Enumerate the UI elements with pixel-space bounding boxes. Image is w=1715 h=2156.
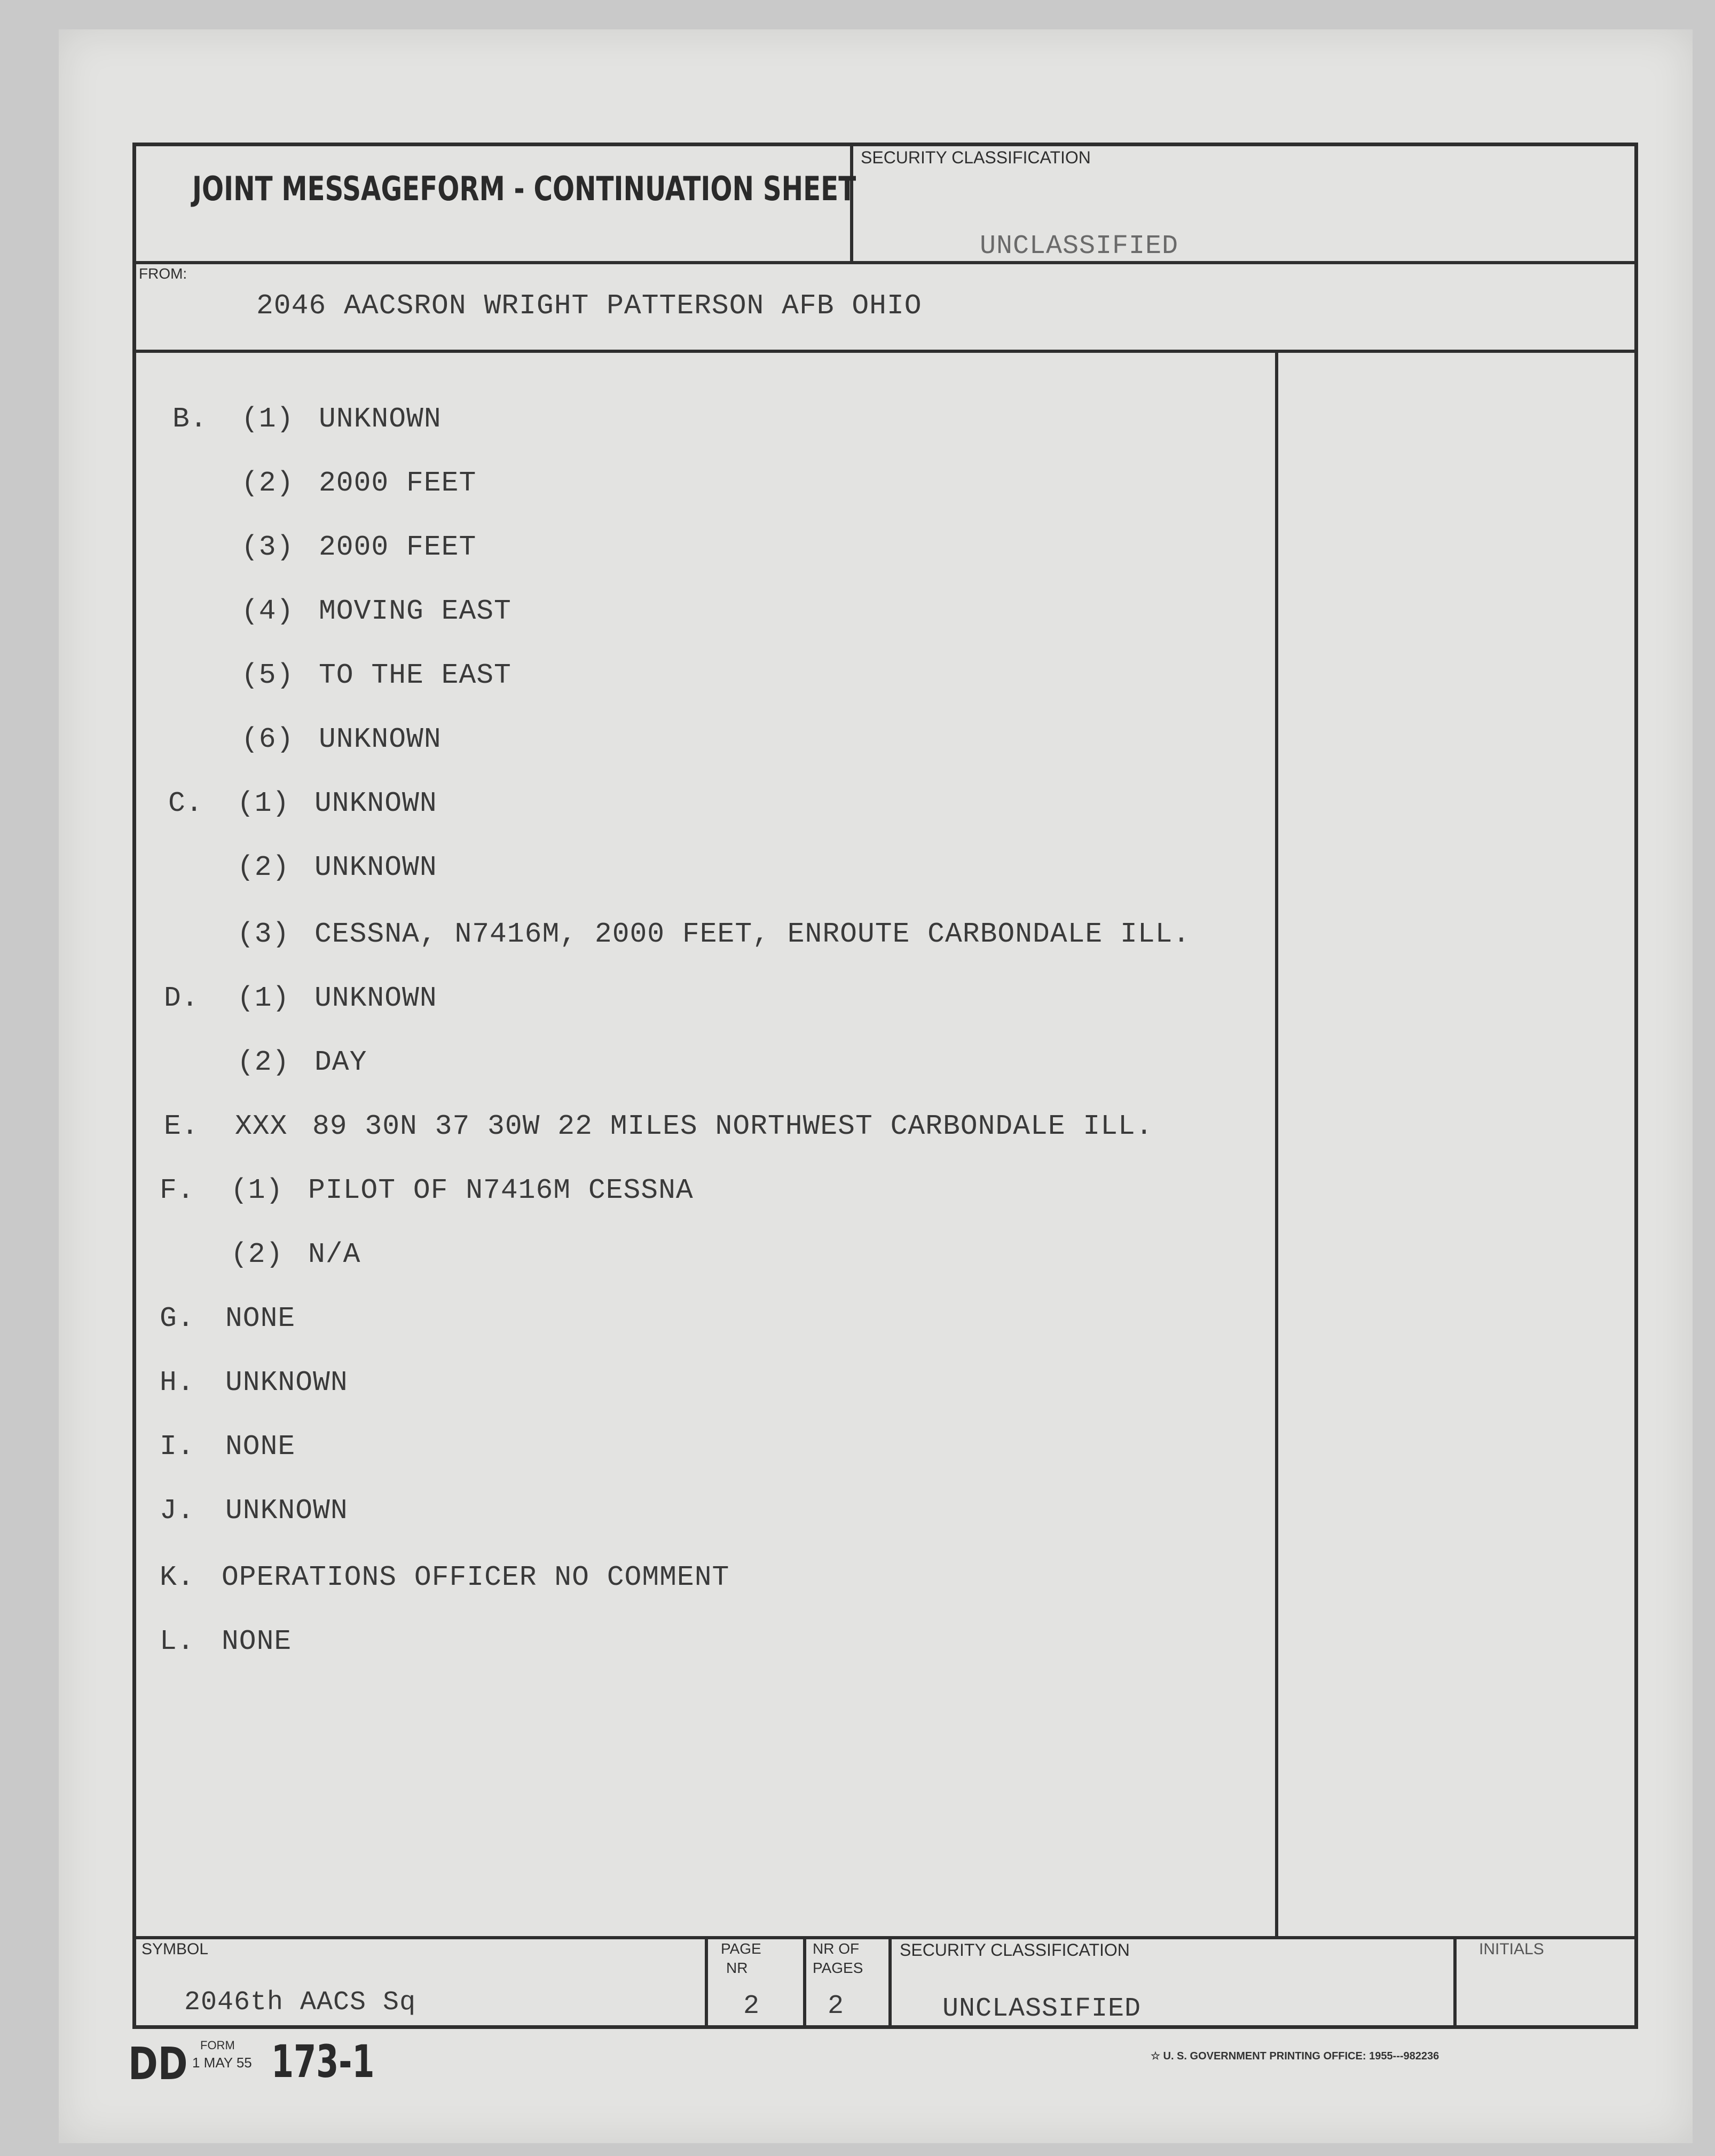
star-icon: ☆ — [1151, 2050, 1163, 2062]
footer-divider-3 — [888, 1936, 892, 2029]
form-date: 1 MAY 55 — [192, 2055, 252, 2071]
item-text: UNKNOWN — [225, 1495, 348, 1527]
item-text: 2000 FEET — [319, 467, 477, 499]
item-text: PILOT OF N7416M CESSNA — [308, 1174, 694, 1206]
header-rule — [132, 261, 1638, 264]
footer-security-value: UNCLASSIFIED — [942, 1994, 1142, 2024]
nr-of-pages-value: 2 — [828, 1991, 845, 2021]
item-text: UNKNOWN — [319, 723, 442, 755]
from-label: FROM: — [139, 265, 187, 282]
item-text: 89 30N 37 30W 22 MILES NORTHWEST CARBONDALE ILL. — [312, 1110, 1153, 1142]
footer-security-label: SECURITY CLASSIFICATION — [900, 1940, 1130, 1960]
item-letter: B. — [172, 403, 208, 435]
item-text: 2000 FEET — [319, 531, 477, 563]
item-number: (1) — [241, 403, 294, 435]
page-nr-label: PAGE — [721, 1940, 761, 1957]
footer-divider-2 — [803, 1936, 806, 2029]
nr-of-pages-label-2: PAGES — [813, 1960, 863, 1976]
item-letter: E. — [164, 1110, 199, 1142]
form-word: FORM — [200, 2039, 235, 2052]
item-number: (1) — [237, 787, 290, 819]
footer-rule — [132, 1936, 1638, 1939]
paper-sheet — [59, 29, 1693, 2143]
printing-office-text: U. S. GOVERNMENT PRINTING OFFICE: 1955---982236 — [1163, 2050, 1439, 2062]
struck-out-mark: XXX — [235, 1110, 288, 1142]
item-letter: D. — [164, 982, 199, 1014]
item-text: NONE — [225, 1431, 296, 1463]
item-letter: K. — [160, 1561, 195, 1593]
item-number: (5) — [241, 659, 294, 691]
item-number: (1) — [231, 1174, 284, 1206]
form-title: JOINT MESSAGEFORM - CONTINUATION SHEET — [192, 169, 856, 208]
item-letter: J. — [160, 1495, 195, 1527]
item-letter: C. — [168, 787, 203, 819]
item-text: N/A — [308, 1238, 361, 1270]
security-classification-value: UNCLASSIFIED — [980, 231, 1179, 262]
footer-divider-4 — [1453, 1936, 1457, 2029]
item-letter: L. — [160, 1625, 195, 1657]
dd-mark: DD — [128, 2037, 188, 2090]
security-classification-label: SECURITY CLASSIFICATION — [861, 148, 1091, 167]
printing-office-note — [1151, 2049, 1439, 2063]
item-letter: H. — [160, 1367, 195, 1399]
item-number: (2) — [237, 851, 290, 883]
item-text: UNKNOWN — [225, 1367, 348, 1399]
item-number: (6) — [241, 723, 294, 755]
item-text: DAY — [314, 1046, 367, 1078]
item-number: (3) — [237, 918, 290, 950]
item-number: (1) — [237, 982, 290, 1014]
symbol-label: SYMBOL — [141, 1940, 209, 1958]
item-text: UNKNOWN — [314, 982, 437, 1014]
item-text: TO THE EAST — [319, 659, 512, 691]
item-text: NONE — [222, 1625, 292, 1657]
item-text: NONE — [225, 1302, 296, 1334]
item-letter: I. — [160, 1431, 195, 1463]
item-letter: G. — [160, 1302, 195, 1334]
footer-divider-1 — [705, 1936, 708, 2029]
symbol-value: 2046th AACS Sq — [184, 1987, 416, 2018]
item-text: UNKNOWN — [314, 787, 437, 819]
from-rule — [132, 350, 1638, 353]
margin-column-line — [1275, 350, 1278, 1938]
nr-of-pages-label: NR OF — [813, 1940, 860, 1957]
initials-label: INITIALS — [1479, 1940, 1544, 1958]
item-number: (4) — [241, 595, 294, 627]
page-nr-label-2: NR — [726, 1960, 748, 1976]
form-number: 173-1 — [271, 2035, 375, 2088]
item-text: MOVING EAST — [319, 595, 512, 627]
item-number: (2) — [237, 1046, 290, 1078]
item-text: CESSNA, N7416M, 2000 FEET, ENROUTE CARBONDALE ILL. — [314, 918, 1191, 950]
item-letter: F. — [160, 1174, 195, 1206]
page-nr-value: 2 — [743, 1991, 760, 2021]
item-text: UNKNOWN — [319, 403, 442, 435]
from-value: 2046 AACSRON WRIGHT PATTERSON AFB OHIO — [256, 290, 922, 322]
item-number: (3) — [241, 531, 294, 563]
item-number: (2) — [231, 1238, 284, 1270]
item-number: (2) — [241, 467, 294, 499]
item-text: OPERATIONS OFFICER NO COMMENT — [222, 1561, 730, 1593]
item-text: UNKNOWN — [314, 851, 437, 883]
